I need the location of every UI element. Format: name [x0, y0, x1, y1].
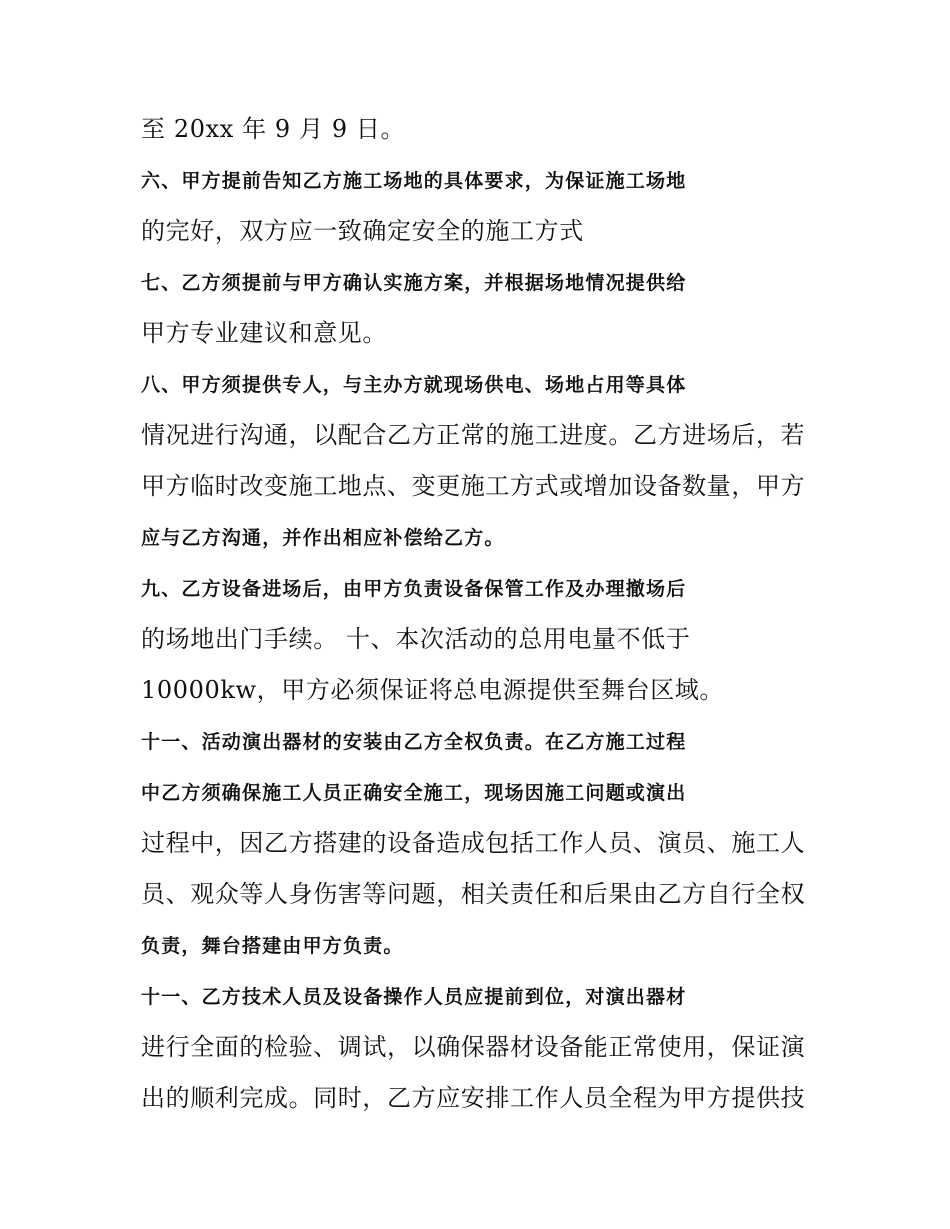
text-line-15: 过程中，因乙方搭建的设备造成包括工作人员、演员、施工人: [141, 829, 806, 857]
text-line-10: 九、乙方设备进场后，由甲方负责设备保管工作及办理撤场后: [141, 578, 687, 600]
text-line-9: 应与乙方沟通，并作出相应补偿给乙方。: [141, 527, 505, 549]
text-line-5: 甲方专业建议和意见。: [141, 319, 387, 347]
text-line-1: 至 20xx 年 9 月 9 日。: [141, 115, 406, 143]
text-line-13: 十一、活动演出器材的安装由乙方全权负责。在乙方施工过程: [141, 731, 687, 753]
text-line-4: 七、乙方须提前与甲方确认实施方案，并根据场地情况提供给: [141, 272, 687, 294]
text-line-6: 八、甲方须提供专人，与主办方就现场供电、场地占用等具体: [141, 374, 687, 396]
text-line-20: 出的顺利完成。同时，乙方应安排工作人员全程为甲方提供技: [141, 1084, 806, 1112]
text-line-16: 员、观众等人身伤害等问题，相关责任和后果由乙方自行全权: [141, 880, 806, 908]
text-line-18: 十一、乙方技术人员及设备操作人员应提前到位，对演出器材: [141, 986, 687, 1008]
text-line-2: 六、甲方提前告知乙方施工场地的具体要求，为保证施工场地: [141, 170, 687, 192]
text-line-14: 中乙方须确保施工人员正确安全施工，现场因施工问题或演出: [141, 782, 687, 804]
text-line-17: 负责，舞台搭建由甲方负责。: [141, 935, 404, 957]
text-line-11: 的场地出门手续。 十、本次活动的总用电量不低于: [141, 625, 691, 653]
text-line-7: 情况进行沟通，以配合乙方正常的施工进度。乙方进场后，若: [141, 421, 806, 449]
text-line-19: 进行全面的检验、调试，以确保器材设备能正常使用，保证演: [141, 1033, 806, 1061]
text-line-8: 甲方临时改变施工地点、变更施工方式或增加设备数量，甲方: [141, 472, 806, 500]
text-line-3: 的完好，双方应一致确定安全的施工方式: [141, 217, 584, 245]
text-line-12: 10000kw，甲方必须保证将总电源提供至舞台区域。: [141, 676, 725, 704]
